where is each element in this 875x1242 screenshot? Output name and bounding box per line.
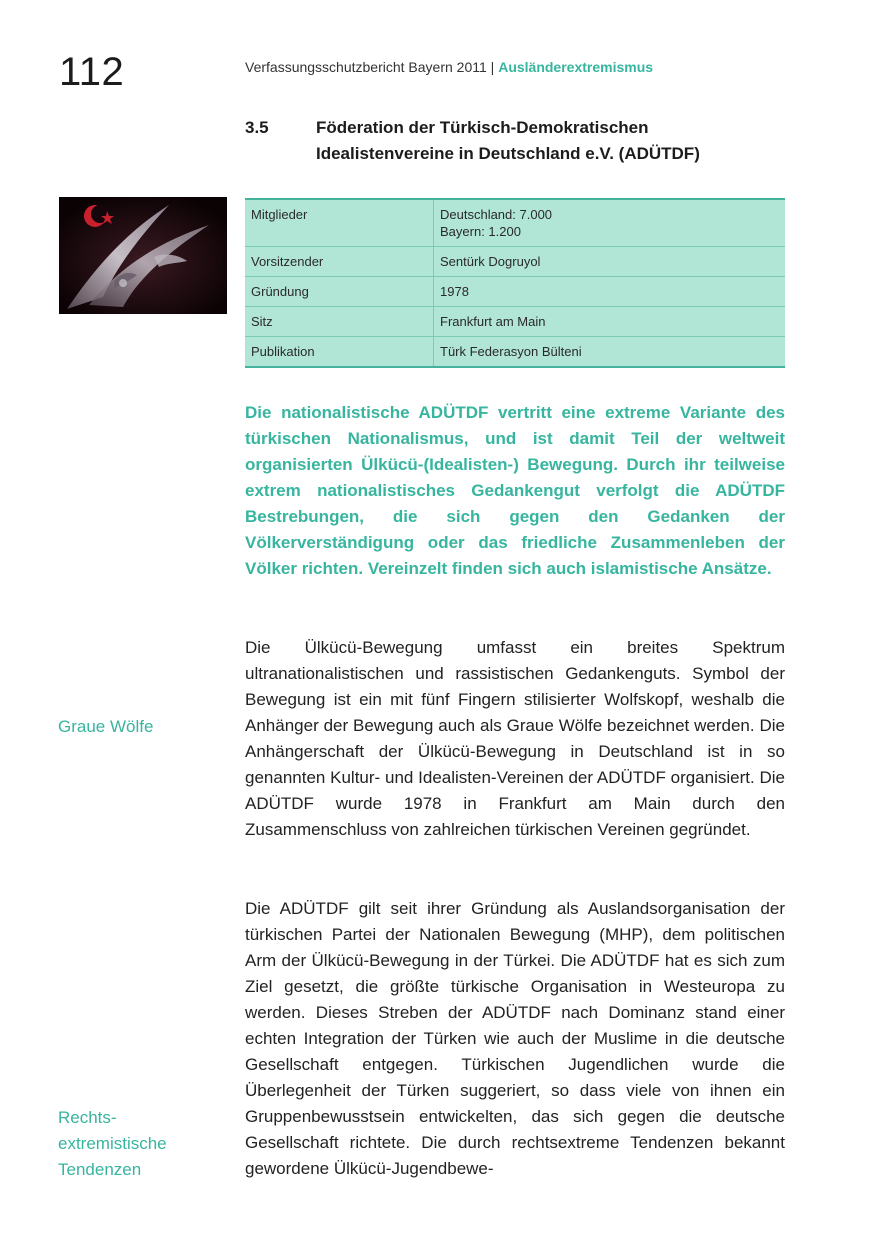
chapter-number: 3.5 xyxy=(245,118,269,137)
members-bavaria: Bayern: 1.200 xyxy=(440,224,521,239)
chapter-title: Föderation der Türkisch-Demokratischen Idealistenvereine in Deutschland e.V. (ADÜTDF) xyxy=(316,118,700,163)
members-germany: Deutschland: 7.000 xyxy=(440,207,553,222)
margin-note-graue-woelfe: Graue Wölfe xyxy=(58,717,154,736)
table-label: Vorsitzender xyxy=(245,247,434,277)
table-row xyxy=(245,337,785,368)
body-paragraph-1: Die Ülkücü-Bewegung umfasst ein breites Spektrum ultranationalistischen und rassistischen Gedankenguts. Symbol der Bewegung ist ein mit fünf Fingern stilisierter Wolfskopf, weshalb die Anhänger der Bewegung auch als Graue Wölfe bezeichnet werden. Die Anhängerschaft der Ülkücü-Bewegung in Deutschland ist in so genannten Kultur- und Idealisten-Vereinen der ADÜTDF organisiert. Die ADÜTDF wurde 1978 in Frankfurt am Main durch den Zusammenschluss von zahlreichen türkischen Vereinen gegründet. xyxy=(245,638,785,839)
lead-paragraph: Die nationalistische ADÜTDF vertritt eine extreme Variante des türkischen Nationalismus, und ist damit Teil der weltweit organisierten Ülkücü-(Idealisten-) Bewegung. Durch ihr teilweise extrem nationalistisches Gedankengut verfolgt die ADÜTDF Bestrebungen, die sich gegen den Gedanken der Völkerverständigung oder das friedliche Zusammenleben der Völker richten. Vereinzelt finden sich auch islamistische Ansätze. xyxy=(245,403,785,578)
table-value: Türk Federasyon Bülteni xyxy=(440,344,582,359)
facts-table xyxy=(245,198,785,368)
table-value: Frankfurt am Main xyxy=(434,307,786,337)
table-value: 1978 xyxy=(434,277,786,307)
table-label: Publikation xyxy=(245,337,434,368)
table-value xyxy=(434,199,786,247)
section-name: Ausländerextremismus xyxy=(498,59,654,75)
page-number: 112 xyxy=(59,50,125,94)
table-row xyxy=(245,307,785,337)
emblem-graphic xyxy=(59,197,227,314)
margin-note-rechtsextremistische-tendenzen xyxy=(58,1105,228,1183)
margin-note-line: Rechts- xyxy=(58,1108,117,1127)
table-label: Mitglieder xyxy=(245,199,434,247)
table-row xyxy=(245,199,785,247)
table-label: Gründung xyxy=(245,277,434,307)
body-paragraph-2: Die ADÜTDF gilt seit ihrer Gründung als Auslandsorganisation der türkischen Partei der Nationalen Bewegung (MHP), dem politischen Arm der Ülkücü-Bewegung in der Türkei. Die ADÜTDF hat es sich zum Ziel gesetzt, die größte türkische Organisation in Westeuropa zu werden. Dieses Streben der ADÜTDF nach Dominanz stand einer echten Integration der Türken wie auch der Muslime in die deutsche Gesellschaft entgegen. Türkischen Jugendlichen wurde die Überlegenheit der Türken suggeriert, so dass viele von ihnen ein Gruppenbewusstsein entwickelten, das sich gegen die deutsche Gesellschaft richtete. Die durch rechtsextreme Tendenzen bekannt gewordene Ülkücü-Jugendbewe- xyxy=(245,899,785,1178)
table-label: Sitz xyxy=(245,307,434,337)
table-value: Sentürk Dogruyol xyxy=(434,247,786,277)
report-title: Verfassungsschutzbericht Bayern 2011 | xyxy=(245,59,499,75)
table-row xyxy=(245,247,785,277)
grey-wolf-hand-sign-emblem xyxy=(59,197,227,314)
table-row xyxy=(245,277,785,307)
margin-note-line: Tendenzen xyxy=(58,1160,142,1179)
chapter-heading xyxy=(245,115,805,167)
running-header xyxy=(245,58,653,76)
margin-note-line: extremistische xyxy=(58,1134,167,1153)
